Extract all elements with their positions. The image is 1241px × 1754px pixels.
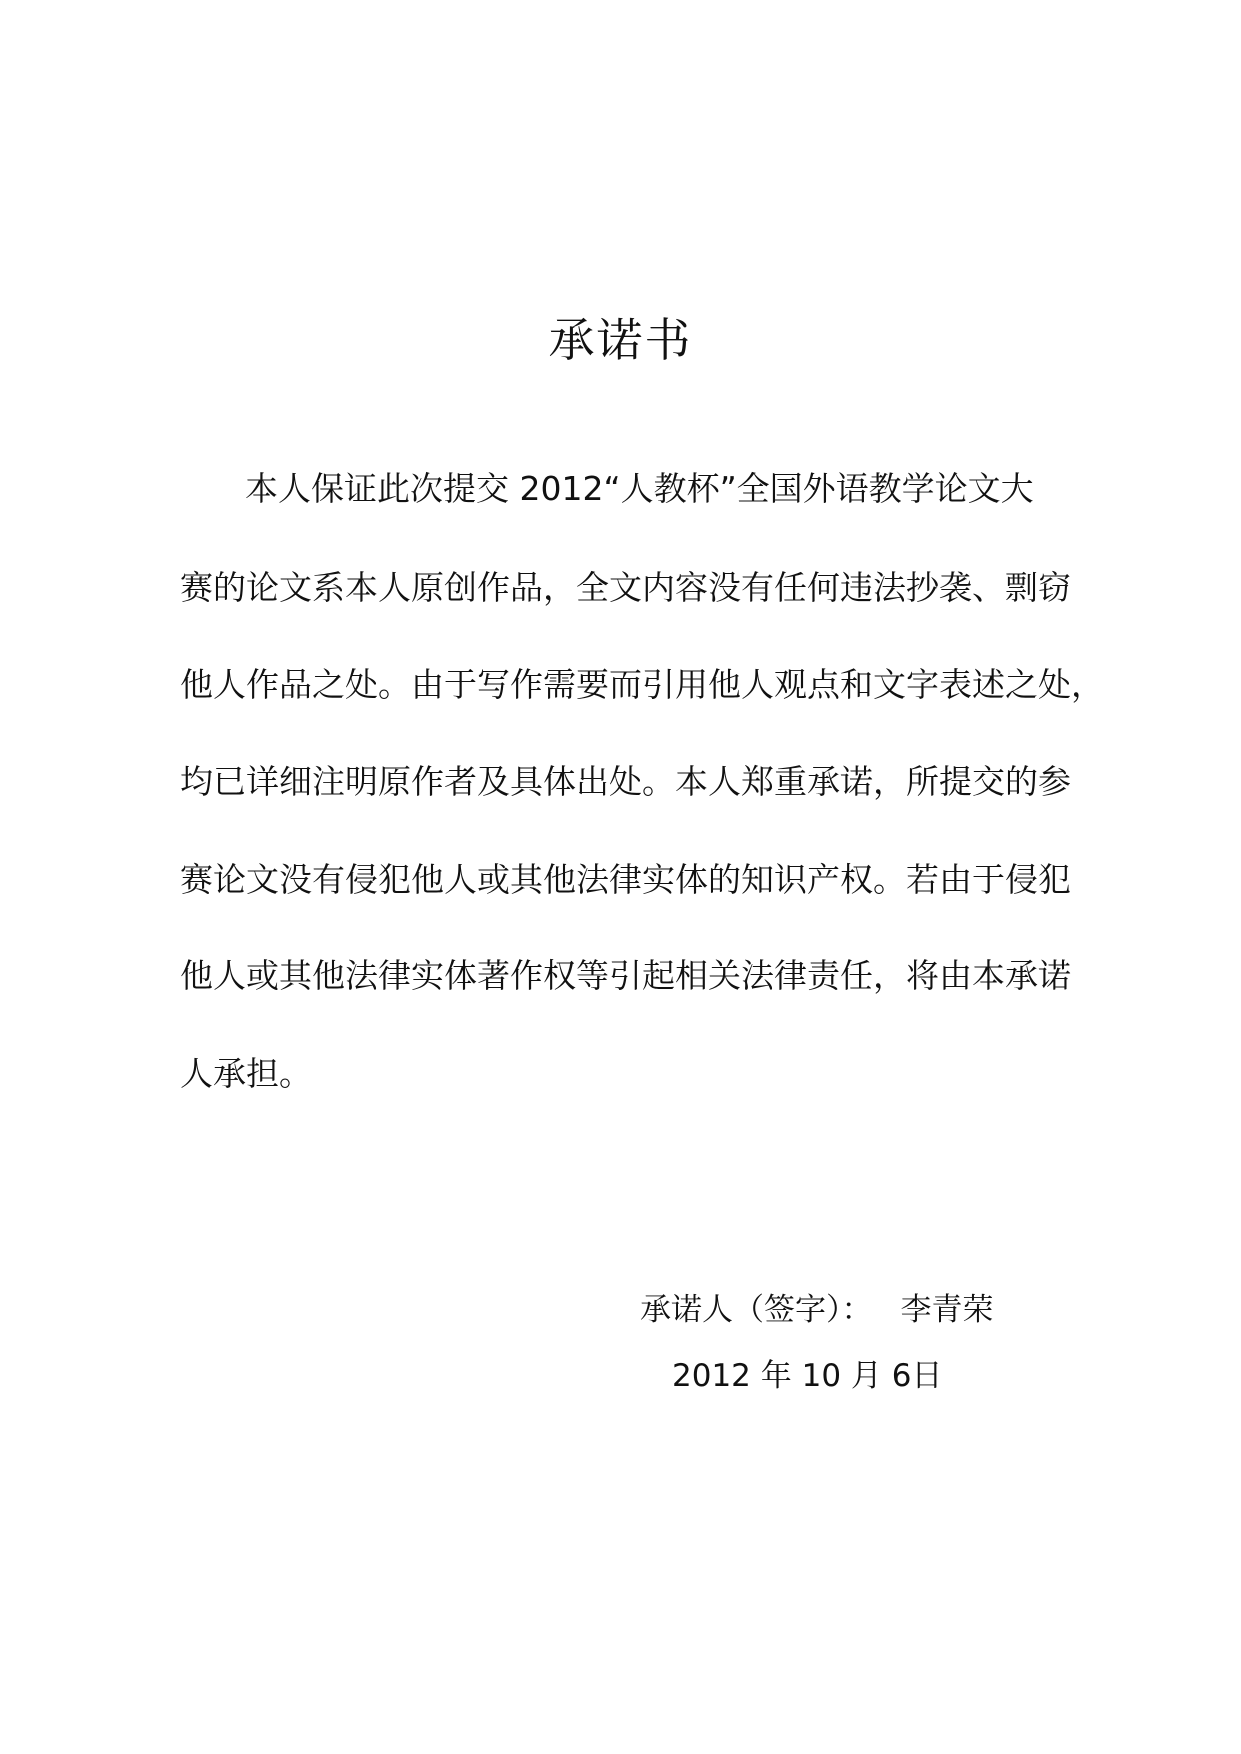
signature-date: 2012 年 10 月 6日 <box>672 1358 943 1394</box>
document-title: 承诺书 <box>548 313 693 367</box>
paragraph-line: 本人保证此次提交 2012“人教杯”全国外语教学论文大 <box>245 469 1034 508</box>
paragraph-line: 赛论文没有侵犯他人或其他法律实体的知识产权。若由于侵犯 <box>180 860 1071 899</box>
paragraph-line: 均已详细注明原作者及具体出处。本人郑重承诺，所提交的参 <box>180 762 1071 801</box>
paragraph-line: 他人作品之处。由于写作需要而引用他人观点和文字表述之处， <box>180 665 1104 704</box>
paragraph-line: 赛的论文系本人原创作品，全文内容没有任何违法抄袭、剽窃 <box>180 568 1071 607</box>
signature-row <box>640 1288 994 1332</box>
signature-name: 李青荣 <box>900 1292 994 1328</box>
paragraph-line: 他人或其他法律实体著作权等引起相关法律责任，将由本承诺 <box>180 956 1071 995</box>
paragraph-line: 人承担。 <box>180 1054 312 1093</box>
signature-label: 承诺人（签字）： <box>640 1292 873 1328</box>
